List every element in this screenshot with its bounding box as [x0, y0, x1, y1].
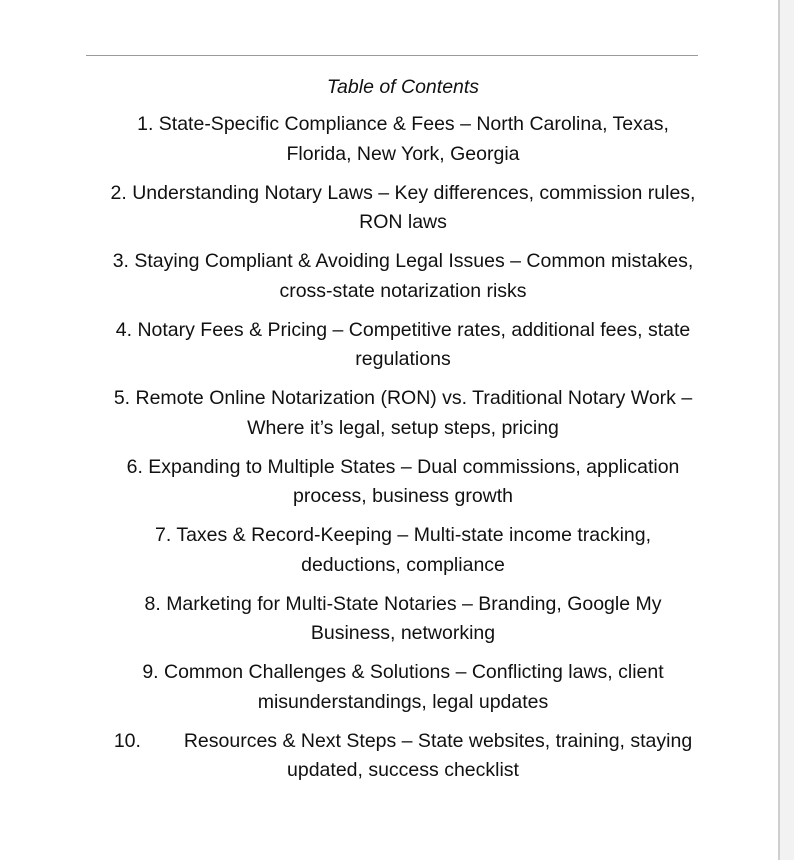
toc-item-text: Expanding to Multiple States – Dual commissions, application process, business growth	[148, 455, 680, 507]
toc-item-2	[108, 179, 698, 238]
toc-item-number: 3.	[112, 250, 129, 272]
toc-title: Table of Contents	[326, 76, 480, 98]
toc-item-text: Notary Fees & Pricing – Competitive rates, additional fees, state regulations	[137, 318, 691, 370]
toc-item-text: State-Specific Compliance & Fees – North Carolina, Texas, Florida, New York, Georgia	[158, 113, 669, 165]
toc-item-number: 6.	[126, 455, 143, 478]
toc-item-number: 10.	[113, 729, 141, 752]
toc-item-text: Resources & Next Steps – State websites, training, staying updated, success checklist	[183, 729, 693, 781]
toc-item-number: 4.	[115, 318, 133, 341]
toc-item-7	[108, 521, 698, 580]
toc-item-8	[108, 590, 698, 649]
toc-list	[108, 110, 698, 786]
toc-item-text: Remote Online Notarization (RON) vs. Traditional Notary Work – Where it’s legal, setup steps, pricing	[135, 387, 693, 439]
toc-item-text: Staying Compliant & Avoiding Legal Issues – Common mistakes, cross-state notarization risks	[134, 250, 694, 302]
toc-item-4	[108, 316, 698, 375]
page-gutter	[780, 0, 794, 860]
toc-item-number: 2.	[110, 181, 127, 204]
toc-item-text: Understanding Notary Laws – Key differences, commission rules, RON laws	[132, 181, 696, 233]
toc-item-10	[108, 727, 698, 786]
toc-item-number: 5.	[113, 387, 131, 409]
toc-item-1	[108, 110, 698, 169]
toc-item-text: Marketing for Multi-State Notaries – Branding, Google My Business, networking	[166, 592, 662, 644]
toc-item-3	[108, 247, 698, 306]
toc-item-number: 7.	[154, 524, 172, 546]
toc-item-9	[108, 658, 698, 717]
toc-item-text: Common Challenges & Solutions – Conflicting laws, client misunderstandings, legal updates	[164, 661, 664, 713]
header-rule	[86, 55, 698, 56]
toc-item-number: 8.	[144, 592, 161, 615]
toc-item-6	[108, 453, 698, 512]
table-of-contents	[108, 73, 698, 795]
toc-item-text: Taxes & Record-Keeping – Multi-state income tracking, deductions, compliance	[176, 524, 652, 576]
toc-item-5	[108, 384, 698, 443]
toc-item-number: 9.	[142, 661, 159, 683]
toc-item-number: 1.	[137, 113, 154, 135]
